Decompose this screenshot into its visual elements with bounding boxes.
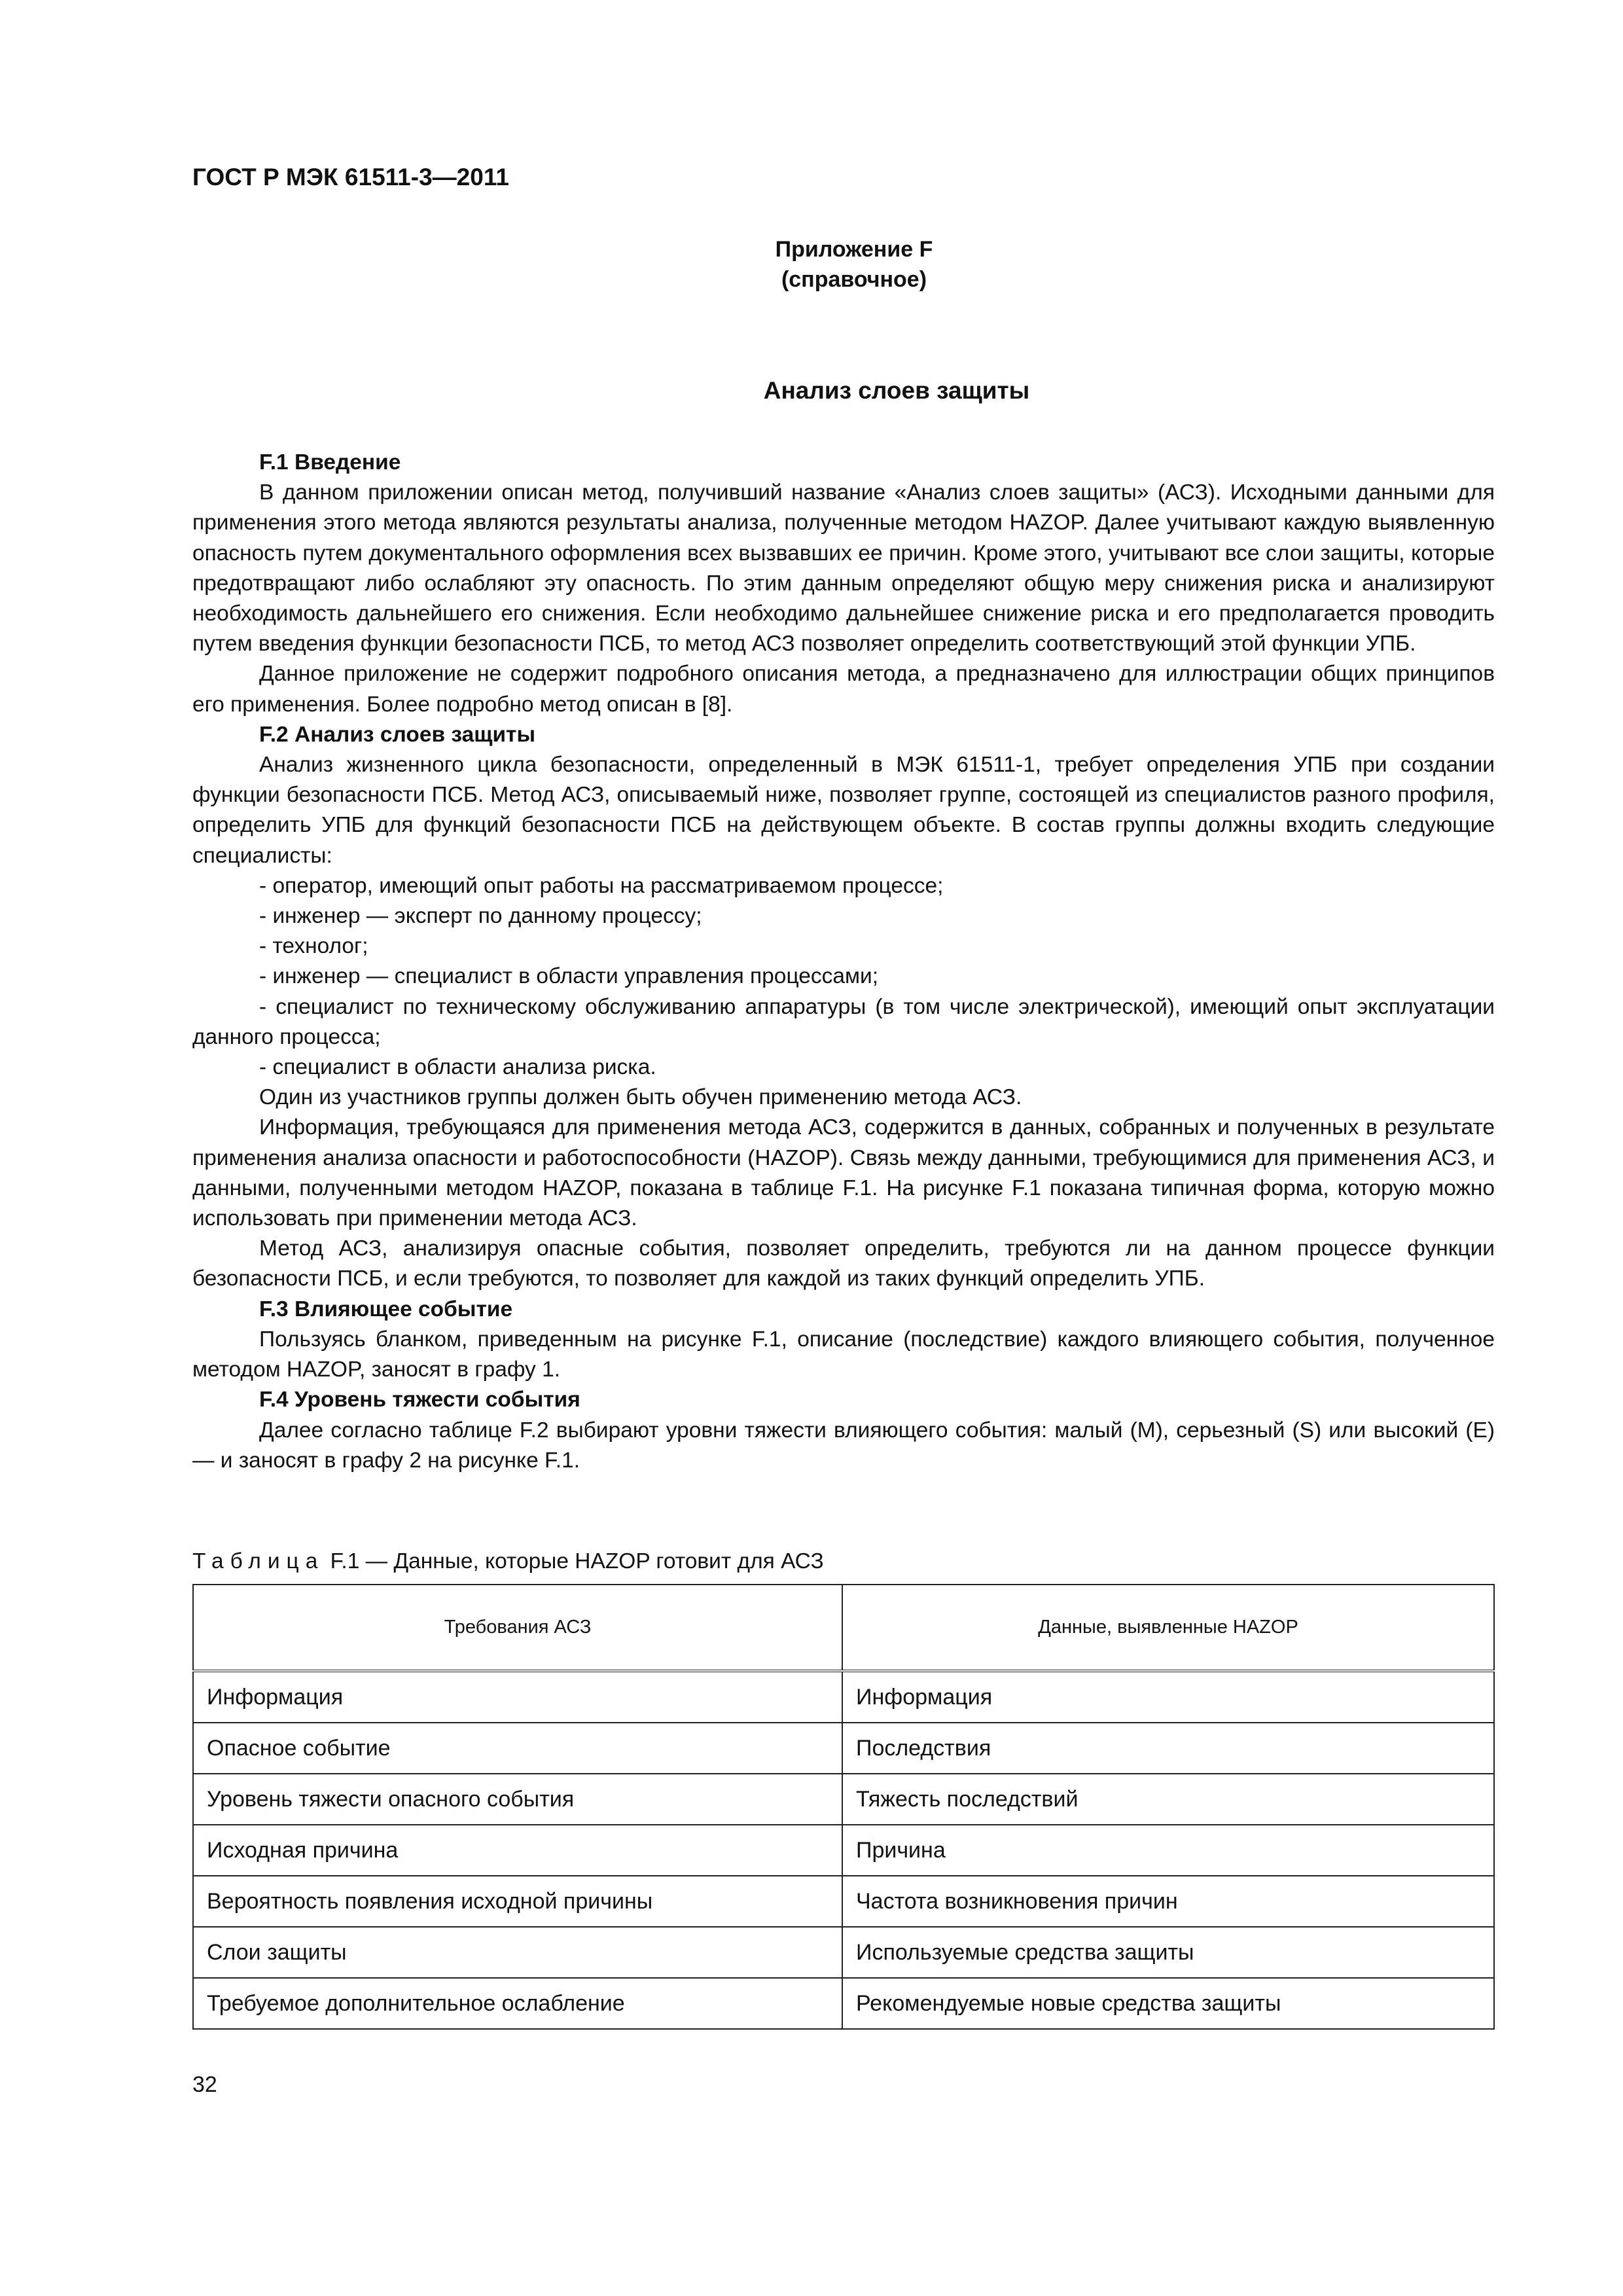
section-heading: F.2 Анализ слоев защиты: [259, 722, 536, 747]
table-row: [193, 1723, 1494, 1774]
table-header-row: [193, 1585, 1494, 1671]
table-cell: Тяжесть последствий: [842, 1774, 1494, 1825]
annex-type: (справочное): [781, 267, 927, 292]
table-caption: [192, 1549, 824, 1574]
paragraph: Анализ жизненного цикла безопасности, определенный в МЭК 61511-1, требует определения УПБ при создании функции безопасности ПСБ. Метод АСЗ, описываемый ниже, позволяет группе, состоящей из специалистов разного профиля, определить УПБ для функций безопасности ПСБ на действующем объекте. В состав группы должны входить следующие специалисты:: [192, 753, 1495, 868]
list-item: - инженер — специалист в области управления процессами;: [259, 964, 879, 989]
table-cell: Исходная причина: [193, 1825, 842, 1876]
table-row: [193, 1876, 1494, 1927]
table-row: [193, 1825, 1494, 1876]
section-heading: F.1 Введение: [259, 450, 401, 475]
document-body: [192, 448, 1495, 1476]
table-row: [193, 1978, 1494, 2029]
paragraph: Один из участников группы должен быть обучен применению метода АСЗ.: [259, 1085, 1022, 1110]
table-cell: Слои защиты: [193, 1927, 842, 1978]
table-cell: Рекомендуемые новые средства защиты: [842, 1978, 1494, 2029]
table-cell: Причина: [842, 1825, 1494, 1876]
section-heading: F.4 Уровень тяжести события: [259, 1388, 580, 1412]
list-item: - инженер — эксперт по данному процессу;: [259, 904, 702, 929]
paragraph: Информация, требующаяся для применения метода АСЗ, содержится в данных, собранных и полученных в результате применения анализа опасности и работоспособности (HAZOP). Связь между данными, требующимися для применения АСЗ, и данными, полученными методом HAZOP, показана в таблице F.1. На рисунке F.1 показана типичная форма, которую можно использовать при применении метода АСЗ.: [192, 1115, 1495, 1231]
table-cell: Последствия: [842, 1723, 1494, 1774]
table-row: [193, 1671, 1494, 1723]
table-cell: Требуемое дополнительное ослабление: [193, 1978, 842, 2029]
paragraph: Пользуясь бланком, приведенным на рисунке F.1, описание (последствие) каждого влияющего события, полученное методом HAZOP, заносят в графу 1.: [192, 1327, 1495, 1382]
table-cell: Опасное событие: [193, 1723, 842, 1774]
table-cell: Используемые средства защиты: [842, 1927, 1494, 1978]
paragraph: Данное приложение не содержит подробного описания метода, а предназначено для иллюстрации общих принципов его применения. Более подробно метод описан в [8].: [192, 662, 1495, 717]
annex-header: [0, 234, 1623, 295]
hazop-data-table: [192, 1584, 1495, 2030]
table-cell: Вероятность появления исходной причины: [193, 1876, 842, 1927]
table-caption-label: Таблица: [192, 1549, 325, 1573]
table-row: [193, 1774, 1494, 1825]
page-number: 32: [192, 2072, 217, 2097]
list-item: - оператор, имеющий опыт работы на рассматриваемом процессе;: [259, 873, 944, 898]
table-cell: Информация: [193, 1671, 842, 1723]
table-cell: Частота возникновения причин: [842, 1876, 1494, 1927]
document-code: ГОСТ Р МЭК 61511-3—2011: [192, 164, 509, 190]
table-caption-text: F.1 — Данные, которые HAZOP готовит для АСЗ: [330, 1549, 824, 1573]
list-item: - специалист по техническому обслуживанию аппаратуры (в том числе электрической), имеющий опыт эксплуатации данного процесса;: [192, 994, 1495, 1049]
section-heading: F.3 Влияющее событие: [259, 1297, 513, 1321]
column-header: Данные, выявленные HAZOP: [842, 1585, 1494, 1671]
annex-heading: Анализ слоев защиты: [763, 377, 1030, 404]
table-cell: Уровень тяжести опасного события: [193, 1774, 842, 1825]
annex-title: Приложение F: [775, 237, 933, 262]
paragraph: Далее согласно таблице F.2 выбирают уровни тяжести влияющего события: малый (M), серьезный (S) или высокий (E) — и заносят в графу 2 на рисунке F.1.: [192, 1418, 1495, 1473]
column-header: Требования АСЗ: [193, 1585, 842, 1671]
paragraph: Метод АСЗ, анализируя опасные события, позволяет определить, требуются ли на данном процессе функции безопасности ПСБ, и если требуются, то позволяет для каждой из таких функций определить УПБ.: [192, 1236, 1495, 1291]
paragraph: В данном приложении описан метод, получивший название «Анализ слоев защиты» (АСЗ). Исходными данными для применения этого метода являются результаты анализа, полученные методом HAZOP. Далее учитывают каждую выявленную опасность путем документального оформления всех вызвавших ее причин. Кроме этого, учитывают все слои защиты, которые предотвращают либо ослабляют эту опасность. По этим данным определяют общую меру снижения риска и анализируют необходимость дальнейшего его снижения. Если необходимо дальнейшее снижение риска и его предполагается проводить путем введения функции безопасности ПСБ, то метод АСЗ позволяет определить соответствующий этой функции УПБ.: [192, 480, 1495, 656]
list-item: - специалист в области анализа риска.: [259, 1055, 656, 1080]
table-cell: Информация: [842, 1671, 1494, 1723]
table-row: [193, 1927, 1494, 1978]
list-item: - технолог;: [259, 934, 368, 959]
